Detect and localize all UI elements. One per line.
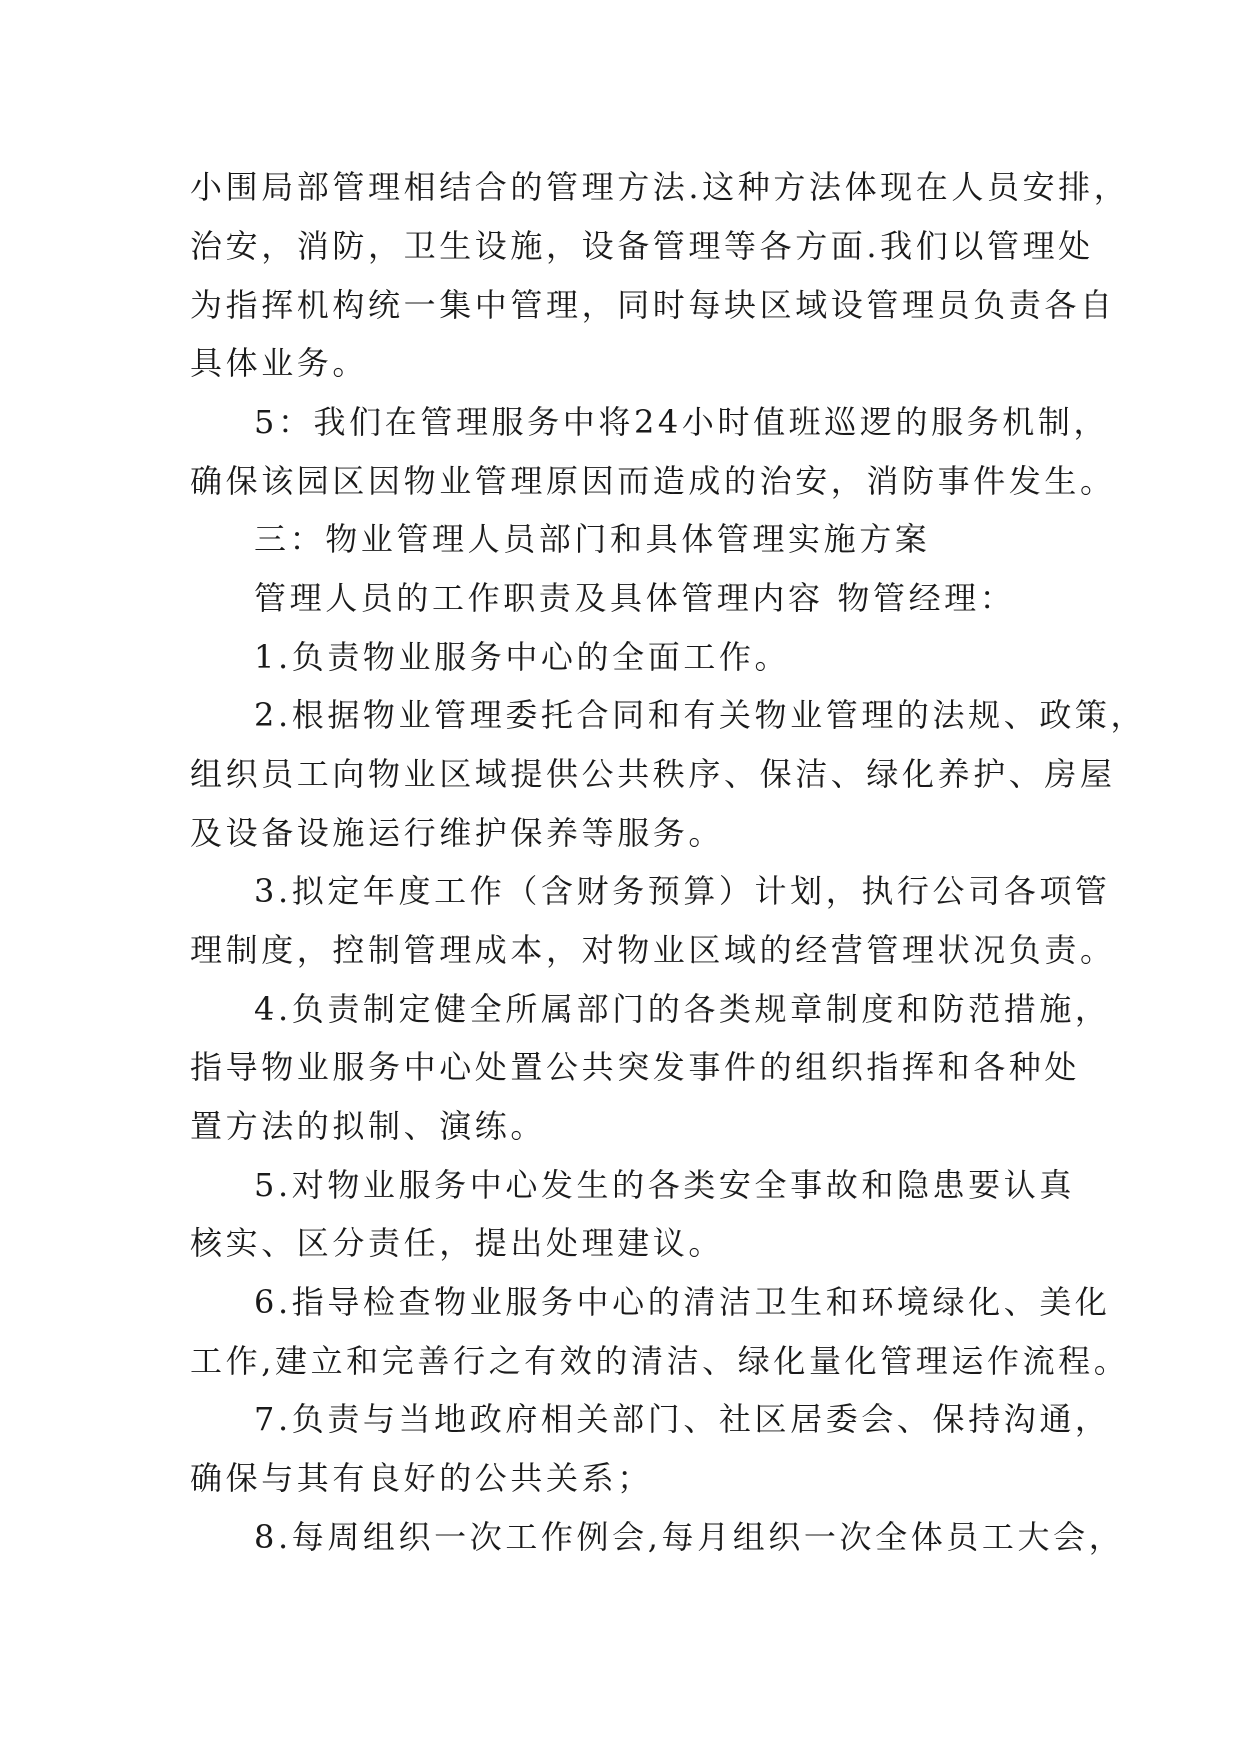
text-line: 6.指导检查物业服务中心的清洁卫生和环境绿化、美化 — [254, 1283, 1111, 1321]
text-line: 4.负责制定健全所属部门的各类规章制度和防范措施， — [254, 990, 1111, 1028]
text-line: 组织员工向物业区域提供公共秩序、保洁、绿化养护、房屋 — [190, 755, 1116, 793]
text-line: 3.拟定年度工作（含财务预算）计划，执行公司各项管 — [254, 872, 1111, 910]
text-line: 小围局部管理相结合的管理方法.这种方法体现在人员安排， — [190, 168, 1130, 206]
text-line: 为指挥机构统一集中管理，同时每块区域设管理员负责各自 — [190, 286, 1116, 324]
text-line: 确保与其有良好的公共关系； — [190, 1459, 653, 1497]
text-line: 5.对物业服务中心发生的各类安全事故和隐患要认真 — [254, 1166, 1075, 1204]
text-line: 指导物业服务中心处置公共突发事件的组织指挥和各种处 — [190, 1048, 1081, 1086]
text-line: 具体业务。 — [190, 344, 369, 382]
text-line: 核实、区分责任，提出处理建议。 — [190, 1224, 725, 1262]
text-line: 确保该园区因物业管理原因而造成的治安，消防事件发生。 — [190, 462, 1116, 500]
section-heading: 三：物业管理人员部门和具体管理实施方案 — [254, 520, 931, 558]
text-line: 2.根据物业管理委托合同和有关物业管理的法规、政策， — [254, 696, 1147, 734]
text-line: 工作,建立和完善行之有效的清洁、绿化量化管理运作流程。 — [190, 1342, 1130, 1380]
text-line: 1.负责物业服务中心的全面工作。 — [254, 638, 791, 676]
text-line: 管理人员的工作职责及具体管理内容 物管经理： — [254, 579, 1016, 617]
text-line: 理制度，控制管理成本，对物业区域的经营管理状况负责。 — [190, 931, 1116, 969]
text-line: 治安，消防，卫生设施，设备管理等各方面.我们以管理处 — [190, 227, 1094, 265]
text-line: 及设备设施运行维护保养等服务。 — [190, 814, 725, 852]
text-line: 8.每周组织一次工作例会,每月组织一次全体员工大会， — [254, 1518, 1125, 1556]
text-line: 5：我们在管理服务中将24小时值班巡逻的服务机制， — [254, 403, 1110, 441]
text-line: 置方法的拟制、演练。 — [190, 1107, 547, 1145]
text-line: 7.负责与当地政府相关部门、社区居委会、保持沟通， — [254, 1400, 1111, 1438]
